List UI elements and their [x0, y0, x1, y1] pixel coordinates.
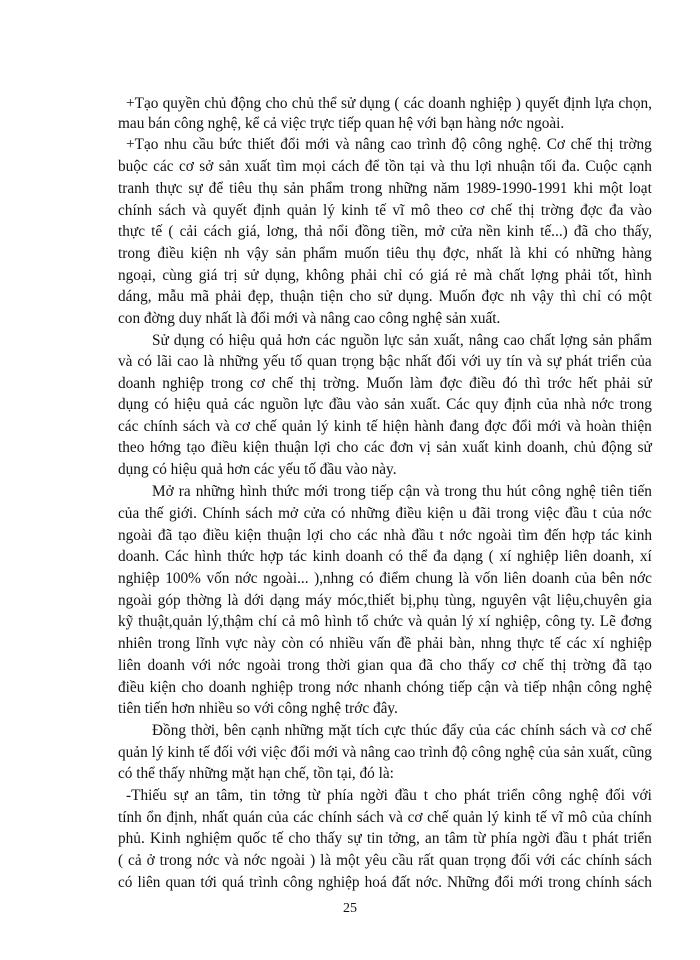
text-line: phủ. Kinh nghiệm quốc tế cho thấy sự tin tởng, an tâm từ phía ngời đầu t phát triển: [118, 830, 652, 847]
text-line: tiên tiến hơn nhiều so với công nghệ trớc đây.: [118, 700, 398, 717]
text-line: doanh nghiệp trong cơ chế thị trờng. Muốn làm đợc điều đó thì trớc hết phải sử: [118, 375, 652, 392]
text-line: +Tạo quyền chủ động cho chủ thể sử dụng ( các doanh nghiệp ) quyết định lựa chọn,: [126, 95, 652, 112]
text-line: Mở ra những hình thức mới trong tiếp cận và trong thu hút công nghệ tiên tiến: [152, 483, 652, 500]
text-line: dáng, mẫu mã phải đẹp, thuận tiện cho sử dụng. Muốn đợc nh vậy thì chỉ có một: [118, 288, 652, 305]
text-line: trong điều kiện nh vậy sản phẩm muốn tiêu thụ đợc, nhất là khi có những hàng: [118, 245, 652, 262]
text-line: có thể thấy những mặt hạn chế, tồn tại, đó là:: [118, 765, 394, 782]
text-line: con đờng duy nhất là đổi mới và nâng cao công nghệ sản xuất.: [118, 310, 501, 327]
text-line: Sử dụng có hiệu quả hơn các nguồn lực sản xuất, nâng cao chất lợng sản phẩm: [152, 332, 652, 349]
text-line: +Tạo nhu cầu bức thiết đổi mới và nâng cao trình độ công nghệ. Cơ chế thị trờng: [126, 136, 652, 153]
text-line: dụng có hiệu quả các nguồn lực đầu vào sản xuất. Các quy định của nhà nớc trong: [118, 396, 652, 413]
text-line: buộc các cơ sở sản xuất tìm mọi cách để tồn tại và thu lợi nhuận tối đa. Cuộc cạnh: [118, 158, 652, 175]
text-line: điều kiện cho doanh nghiệp trong nớc nhanh chóng tiếp cận và tiếp nhận công nghệ: [118, 679, 652, 696]
text-line: ngoài góp thờng là dới dạng máy móc,thiết bị,phụ tùng, nguyên vật liệu,chuyên gia: [118, 592, 652, 609]
text-line: kỹ thuật,quản lý,thậm chí cả mô hình tổ chức và quản lý xí nghiệp, công ty. Lẽ đơng: [118, 613, 652, 630]
text-line: nhiên trong lĩnh vực này còn có nhiều vấn đề phải bàn, nhng thực tế các xí nghiệp: [118, 635, 652, 652]
text-line: theo hớng tạo điều kiện thuận lợi cho các đơn vị sản xuất kinh doanh, chủ động sử: [118, 439, 652, 456]
text-line: Đồng thời, bên cạnh những mặt tích cực thúc đẩy của các chính sách và cơ chế: [152, 722, 652, 739]
text-line: -Thiếu sự an tâm, tin tởng từ phía ngời đầu t cho phát triển công nghệ đối với: [126, 787, 652, 804]
text-line: có liên quan tới quá trình công nghiệp hoá đất nớc. Những đổi mới trong chính sách: [118, 874, 652, 891]
text-line: dụng có hiệu quả hơn các yếu tố đầu vào này.: [118, 461, 397, 478]
text-line: ngoài đã tạo điều kiện thuận lợi cho các nhà đầu t nớc ngoài tìm đến hợp tác kinh: [118, 527, 652, 544]
text-line: liên doanh với nớc ngoài trong thời gian qua đã cho thấy cơ chế thị trờng đã tạo: [118, 657, 652, 674]
text-line: quản lý kinh tế đối với việc đổi mới và nâng cao trình độ công nghệ của sản xuất, cũng: [118, 744, 652, 761]
text-line: chính sách và quyết định quản lý kinh tế vĩ mô theo cơ chế thị trờng đợc đa vào: [118, 202, 652, 219]
text-line: mau bán công nghệ, kể cả việc trực tiếp quan hệ với bạn hàng nớc ngoài.: [118, 115, 565, 132]
text-line: thực tế ( cải cách giá, lơng, thả nổi đồng tiền, mở cửa nền kinh tế...) đã cho thấy,: [118, 223, 652, 240]
text-line: của thế giới. Chính sách mở cửa có những điều kiện u đãi trong việc đầu t của nớc: [118, 505, 652, 522]
text-line: tính ổn định, nhất quán của các chính sách và cơ chế quản lý kinh tế vĩ mô của chính: [118, 809, 652, 826]
text-line: tranh thực sự để tiêu thụ sản phẩm trong những năm 1989-1990-1991 khi một loạt: [118, 180, 652, 197]
text-line: ( cả ở trong nớc và nớc ngoài ) là một yêu cầu rất quan trọng đối với các chính sách: [118, 852, 652, 869]
text-line: và có lãi cao là những yếu tố quan trọng bậc nhất đối với uy tín và sự phát triển của: [118, 353, 652, 370]
text-line: ngoại, cùng giá trị sử dụng, không phải chỉ có giá rẻ mà chất lợng phải tốt, hình: [118, 267, 652, 284]
page-number: 25: [343, 901, 357, 916]
text-line: các chính sách và cơ chế quản lý kinh tế hiện hành đang đợc đổi mới và hoàn thiện: [118, 418, 652, 435]
text-line: nghiệp 100% vốn nớc ngoài... ),nhng có điểm chung là vốn liên doanh của bên nớc: [118, 570, 652, 587]
text-line: doanh. Các hình thức hợp tác kinh doanh có thể đa dạng ( xí nghiệp liên doanh, xí: [118, 548, 652, 565]
